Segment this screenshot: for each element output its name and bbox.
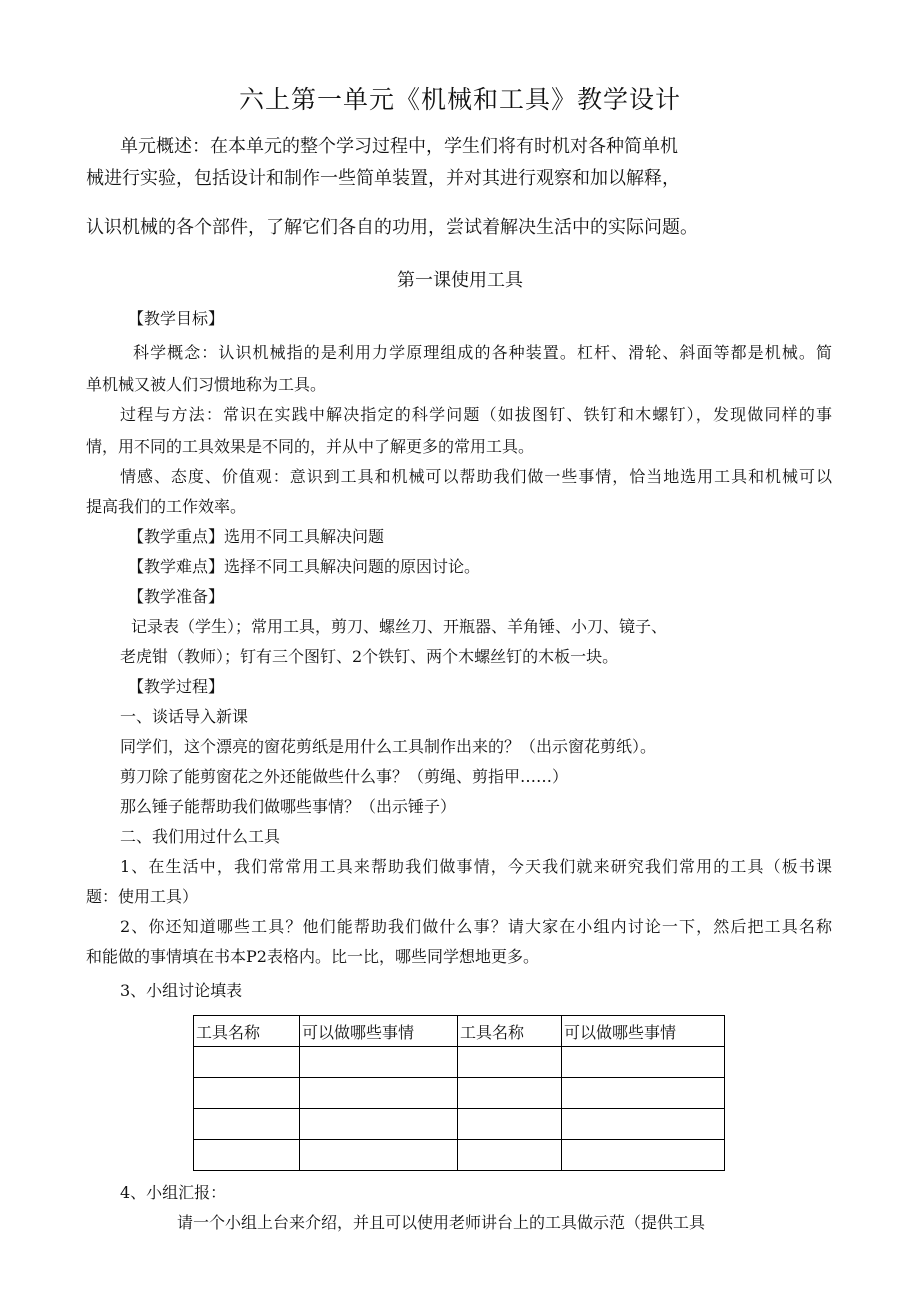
overview-line-2: 械进行实验，包括设计和制作一些简单装置，并对其进行观察和加以解释， bbox=[86, 168, 680, 189]
table-cell bbox=[194, 1109, 300, 1140]
difficult-point: 【教学难点】选择不同工具解决问题的原因讨论。 bbox=[128, 557, 481, 576]
table-cell bbox=[300, 1078, 458, 1109]
prep-line-2: 老虎钳（教师）；钉有三个图钉、2个铁钉、两个木螺丝钉的木板一块。 bbox=[120, 647, 619, 666]
table-row bbox=[194, 1140, 725, 1171]
table-cell bbox=[300, 1109, 458, 1140]
overview-line-3: 认识机械的各个部件，了解它们各自的功用，尝试着解决生活中的实际问题。 bbox=[86, 217, 698, 238]
table-cell bbox=[194, 1140, 300, 1171]
section-2-heading: 二、我们用过什么工具 bbox=[120, 827, 281, 846]
section-1-line-a: 同学们，这个漂亮的窗花剪纸是用什么工具制作出来的？（出示窗花剪纸）。 bbox=[120, 737, 657, 756]
table-header-row bbox=[194, 1016, 725, 1047]
item-3-heading: 3、小组讨论填表 bbox=[120, 981, 243, 1000]
discussion-table bbox=[193, 1015, 725, 1171]
table-cell bbox=[562, 1047, 725, 1078]
prep-line-1: 记录表（学生）；常用工具，剪刀、螺丝刀、开瓶器、羊角锤、小刀、镜子、 bbox=[131, 617, 668, 636]
table-cell bbox=[562, 1109, 725, 1140]
item-1-line-a: 1、在生活中，我们常常用工具来帮助我们做事情，今天我们就来研究我们常用的工具（板书课 bbox=[120, 857, 832, 876]
table-cell bbox=[194, 1047, 300, 1078]
goals-concept-line-1: 科学概念：认识机械指的是利用力学原理组成的各种装置。杠杆、滑轮、斜面等都是机械。简 bbox=[133, 343, 832, 362]
goals-emotion-line-1: 情感、态度、价值观：意识到工具和机械可以帮助我们做一些事情，恰当地选用工具和机械可以 bbox=[120, 467, 832, 486]
item-2-line-a: 2、你还知道哪些工具？他们能帮助我们做什么事？请大家在小组内讨论一下，然后把工具名称 bbox=[120, 917, 832, 936]
section-1-heading: 一、谈话导入新课 bbox=[120, 707, 249, 726]
goals-process-line-1: 过程与方法：常识在实践中解决指定的科学问题（如拔图钉、铁钉和木螺钉），发现做同样的事 bbox=[120, 405, 832, 424]
item-2-line-b: 和能做的事情填在书本P2表格内。比一比，哪些同学想地更多。 bbox=[86, 947, 539, 966]
goals-process-line-2: 情，用不同的工具效果是不同的，并从中了解更多的常用工具。 bbox=[86, 437, 535, 456]
table-cell bbox=[458, 1078, 562, 1109]
section-1-line-c: 那么锤子能帮助我们做哪些事情？（出示锤子） bbox=[120, 797, 457, 816]
item-1-line-b: 题：使用工具） bbox=[86, 887, 199, 906]
process-heading: 【教学过程】 bbox=[128, 677, 225, 696]
item-4-line-a: 请一个小组上台来介绍，并且可以使用老师讲台上的工具做示范（提供工具 bbox=[177, 1213, 706, 1232]
table-cell bbox=[300, 1140, 458, 1171]
table-cell bbox=[194, 1078, 300, 1109]
table-row bbox=[194, 1078, 725, 1109]
prep-heading: 【教学准备】 bbox=[128, 587, 225, 606]
table-header-cell: 可以做哪些事情 bbox=[562, 1016, 725, 1047]
table-cell bbox=[300, 1047, 458, 1078]
table-cell bbox=[562, 1140, 725, 1171]
table-row bbox=[194, 1047, 725, 1078]
table-header-cell: 可以做哪些事情 bbox=[300, 1016, 458, 1047]
section-1-line-b: 剪刀除了能剪窗花之外还能做些什么事？（剪绳、剪指甲……） bbox=[120, 767, 569, 786]
document-title: 六上第一单元《机械和工具》教学设计 bbox=[238, 85, 681, 114]
item-4-heading: 4、小组汇报： bbox=[120, 1183, 227, 1202]
table-cell bbox=[458, 1140, 562, 1171]
table-cell bbox=[562, 1078, 725, 1109]
goals-emotion-line-2: 提高我们的工作效率。 bbox=[86, 497, 247, 516]
goals-concept-line-2: 单机械又被人们习惯地称为工具。 bbox=[86, 375, 327, 394]
overview-line-1: 单元概述：在本单元的整个学习过程中，学生们将有时机对各种简单机 bbox=[120, 136, 678, 157]
key-point: 【教学重点】选用不同工具解决问题 bbox=[128, 527, 385, 546]
table-cell bbox=[458, 1109, 562, 1140]
goals-heading: 【教学目标】 bbox=[128, 309, 225, 328]
lesson-title: 第一课使用工具 bbox=[397, 270, 523, 291]
table-row bbox=[194, 1109, 725, 1140]
table-header-cell: 工具名称 bbox=[194, 1016, 300, 1047]
table-header-cell: 工具名称 bbox=[458, 1016, 562, 1047]
table-cell bbox=[458, 1047, 562, 1078]
